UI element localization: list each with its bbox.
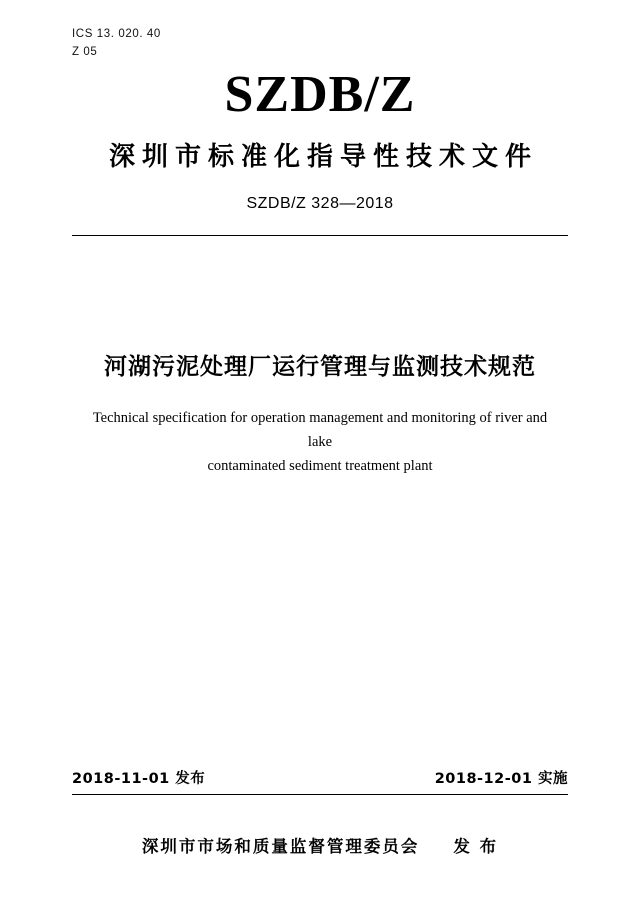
issue-date: 2018-11-01 发布 — [72, 771, 206, 787]
footer-divider — [72, 794, 568, 795]
issue-label: 发 布 — [453, 837, 499, 856]
document-title-en — [72, 407, 568, 479]
standard-logo: SZDB/Z — [224, 65, 416, 123]
class-code: Z 05 — [72, 45, 98, 58]
header-divider — [72, 235, 568, 236]
document-title-en-line2: contaminated sediment treatment plant — [207, 458, 433, 475]
document-title-cn: 河湖污泥处理厂运行管理与监测技术规范 — [104, 354, 536, 381]
page-footer — [72, 767, 568, 905]
issuer-row — [72, 833, 568, 857]
issuer-name: 深圳市市场和质量监督管理委员会 — [141, 837, 420, 856]
standard-series-name: 深圳市标准化指导性技术文件 — [108, 142, 538, 173]
ics-code: ICS 13. 020. 40 — [72, 28, 161, 40]
date-row — [72, 767, 568, 788]
document-title-en-line1: Technical specification for operation management and monitoring of river and lake — [92, 410, 548, 451]
standard-number: SZDB/Z 328—2018 — [246, 195, 394, 213]
classification-codes — [72, 0, 568, 62]
effective-date: 2018-12-01 实施 — [434, 771, 568, 787]
